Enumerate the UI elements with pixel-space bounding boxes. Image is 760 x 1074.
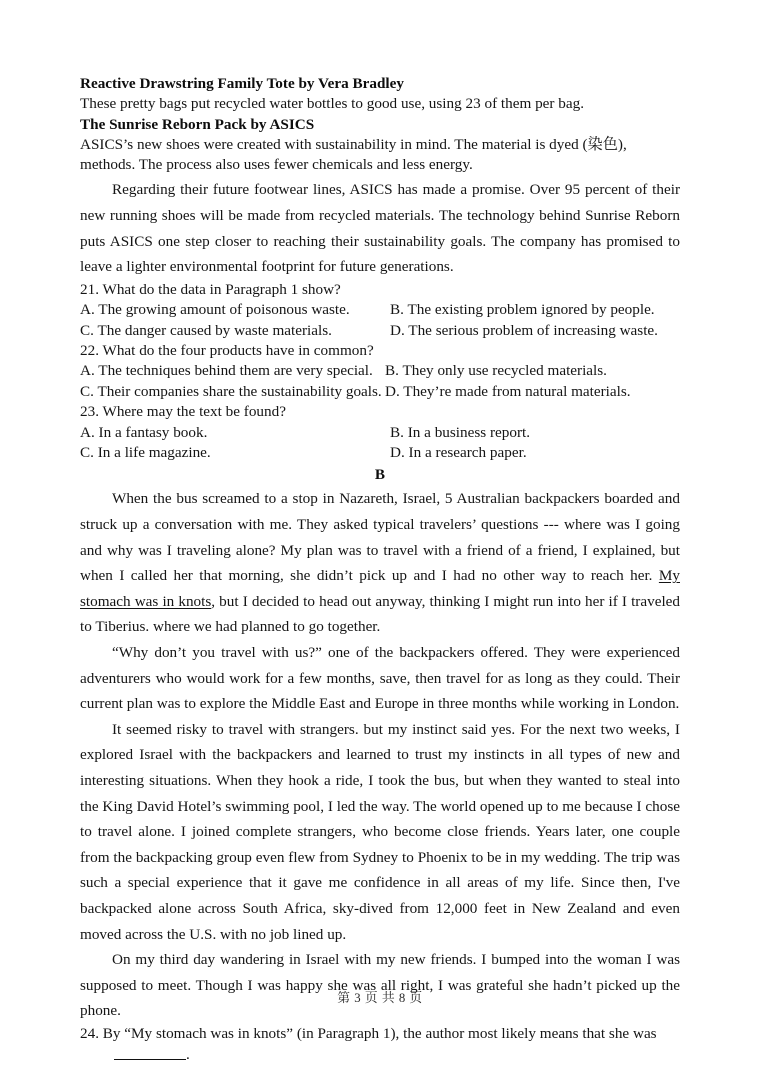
question-22-option-c[interactable]: C. Their companies share the sustainability goals. [80, 382, 382, 400]
question-24-stem: 24. By “My stomach was in knots” (in Paragraph 1), the author most likely means that she was [80, 1024, 657, 1042]
question-21-option-d[interactable]: D. The serious problem of increasing waste. [390, 321, 658, 339]
passage-b-paragraph-1 [80, 486, 680, 640]
question-23-stem: 23. Where may the text be found? [80, 403, 286, 421]
product-text-asics-line2: methods. The process also uses fewer chemicals and less energy. [80, 156, 473, 174]
passage-b-paragraph-2: “Why don’t you travel with us?” one of the backpackers offered. They were experienced adventurers who would work for a few months, save, then travel for as long as they could. Their current plan was to explore the Middle East and Europe in three months while working in London. [80, 644, 680, 713]
question-23-option-c[interactable]: C. In a life magazine. [80, 444, 211, 462]
passage-b-p1-part2: , but I decided to head out anyway, thinking I might run into her if I traveled to Tiberius. where we had planned to go together. [80, 592, 680, 636]
question-21-options-row-1 [80, 300, 680, 320]
passage-a-closing-paragraph: Regarding their future footwear lines, ASICS has made a promise. Over 95 percent of their new running shoes will be made from recycled materials. The technology behind Sunrise Reborn puts ASICS one step closer to reaching their sustainability goals. The company has promised to leave a lighter environmental footprint for future generations. [80, 181, 680, 276]
product-heading-asics: The Sunrise Reborn Pack by ASICS [80, 115, 315, 133]
passage-b-paragraph-3: It seemed risky to travel with strangers. but my instinct said yes. For the next two weeks, I explored Israel with the backpackers and learned to trust my instincts in all types of new and interesting situations. When they hook a ride, I took the bus, but when they wanted to steal into the King David Hotel’s swimming pool, I led the way. The world opened up to me because I chose to travel alone. I joined complete strangers, who become close friends. Years later, one couple from the backpacking group even flew from Sydney to Phoenix to be in my wedding. The trip was such a special experience that it gave me confidence in all areas of my life. Since then, I've backpacked alone across South Africa, sky-dived from 12,000 feet in New Zealand and even moved across the U.S. with no job lined up. [80, 720, 680, 943]
product-heading-tote: Reactive Drawstring Family Tote by Vera Bradley [80, 75, 404, 92]
section-b-heading: B [374, 466, 386, 484]
passage-b-p1-part1: When the bus screamed to a stop in Nazareth, Israel, 5 Australian backpackers boarded and struck up a conversation with me. They asked typical travelers’ questions --- where was I going and why was I traveling alone? My plan was to travel with a friend of a friend, I explained, but when I called her that morning, she didn’t pick up and I had no other way to reach her. [80, 490, 680, 585]
question-21-option-c[interactable]: C. The danger caused by waste materials. [80, 321, 332, 339]
question-21-option-a[interactable]: A. The growing amount of poisonous waste. [80, 301, 350, 319]
question-23-option-d[interactable]: D. In a research paper. [390, 444, 527, 462]
question-24-blank-trailer: . [186, 1046, 190, 1064]
question-22-options-row-1 [80, 361, 680, 381]
product-text-tote: These pretty bags put recycled water bottles to good use, using 23 of them per bag. [80, 95, 585, 113]
page-footer: 第 3 页 共 8 页 [337, 991, 423, 1005]
question-23-options-row-2 [80, 443, 680, 463]
question-21-options-row-2 [80, 321, 680, 341]
page-content [80, 74, 680, 1066]
question-22-option-d[interactable]: D. They’re made from natural materials. [385, 382, 631, 400]
question-22-option-a[interactable]: A. The techniques behind them are very special. [80, 362, 373, 380]
passage-b-paragraph-4: On my third day wandering in Israel with my new friends. I bumped into the woman I was supposed to meet. Though I was happy she was all right, I was grateful she hadn’t picked up the phone. [80, 951, 680, 1020]
question-23-options-row-1 [80, 423, 680, 443]
question-24-answer-blank[interactable] [80, 1044, 680, 1066]
product-text-asics-line1: ASICS’s new shoes were created with sustainability in mind. The material is dyed (染色), [80, 136, 627, 154]
question-21-stem: 21. What do the data in Paragraph 1 show? [80, 280, 341, 298]
question-22-options-row-2 [80, 382, 680, 402]
question-22-stem: 22. What do the four products have in common? [80, 342, 374, 360]
passage-b-underlined-phrase: My stomach was in knots [80, 567, 680, 610]
question-23-option-b[interactable]: B. In a business report. [390, 423, 531, 441]
question-23-option-a[interactable]: A. In a fantasy book. [80, 423, 208, 441]
answer-blank-line[interactable] [114, 1047, 186, 1060]
question-22-option-b[interactable]: B. They only use recycled materials. [385, 362, 607, 380]
question-21-option-b[interactable]: B. The existing problem ignored by people. [390, 301, 655, 319]
